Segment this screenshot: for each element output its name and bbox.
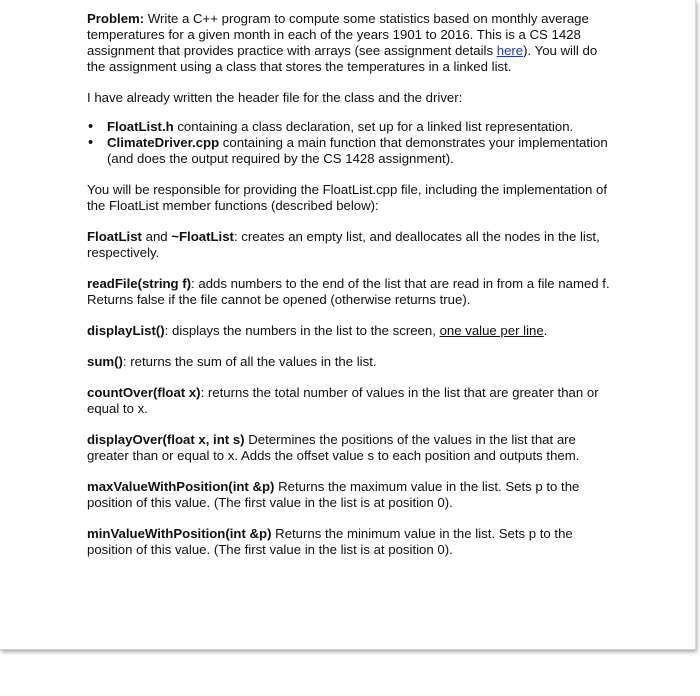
file-name: ClimateDriver.cpp [107, 135, 220, 150]
function-desc: : returns the sum of all the values in the list. [122, 354, 377, 369]
function-name: displayList() [87, 323, 165, 338]
responsibility-paragraph: You will be responsible for providing the FloatList.cpp file, including the implementation of the FloatList member functions (described below): [87, 182, 607, 213]
file-name: FloatList.h [107, 119, 174, 134]
function-sum [87, 354, 617, 370]
file-desc: containing a main function that demonstrates your implementation (and does the output required by the CS 1428 assignment). [107, 135, 608, 166]
problem-paragraph [87, 11, 617, 75]
underlined-text: one value per line [439, 323, 544, 338]
function-minvalue [87, 526, 617, 558]
document-content [87, 11, 617, 573]
function-desc: Determines the positions of the values in the list that are greater than or equal to x. Adds the offset value s to each position and outputs them. [87, 432, 580, 463]
function-name: sum() [87, 354, 123, 369]
function-displayover [87, 432, 617, 464]
function-name: FloatList [87, 229, 142, 244]
function-desc: Returns the minimum value in the list. Sets p to the position of this value. (The first value in the list is at position 0). [87, 526, 573, 557]
function-desc: : returns the total number of values in the list that are greater than or equal to x. [87, 385, 599, 416]
problem-label: Problem: [87, 11, 145, 26]
file-list [87, 119, 617, 167]
function-ctor-dtor [87, 229, 617, 261]
file-desc: containing a class declaration, set up for a linked list representation. [173, 119, 574, 134]
function-desc: : displays the numbers in the list to the screen, [164, 323, 440, 338]
problem-text-end: ). You will do the assignment using a class that stores the temperatures in a linked list. [87, 43, 598, 74]
function-desc: Returns the maximum value in the list. Sets p to the position of this value. (The first value in the list is at position 0). [87, 479, 580, 510]
function-desc-end: . [543, 323, 548, 338]
list-item [107, 119, 617, 135]
list-item [107, 135, 617, 167]
function-name: displayOver(float x, int s) [87, 432, 245, 447]
problem-text: Write a C++ program to compute some statistics based on monthly average temperatures for a given month in each of the years 1901 to 2016. This is a CS 1428 assignment that provides practice with arrays (see assignment details [87, 11, 589, 58]
function-readfile [87, 276, 617, 308]
function-desc: : adds numbers to the end of the list that are read in from a file named f. Returns false if the file cannot be opened (otherwise returns true). [87, 276, 610, 307]
function-name: maxValueWithPosition(int &p) [87, 479, 275, 494]
function-maxvalue [87, 479, 617, 511]
function-desc: : creates an empty list, and deallocates all the nodes in the list, respectively. [87, 229, 600, 260]
function-name: readFile(string f) [87, 276, 192, 291]
header-note: I have already written the header file for the class and the driver: [87, 90, 463, 105]
assignment-details-link[interactable]: here [496, 43, 524, 58]
function-joiner: and [141, 229, 172, 244]
function-displaylist [87, 323, 617, 339]
function-name: ~FloatList [171, 229, 234, 244]
function-name: minValueWithPosition(int &p) [87, 526, 272, 541]
function-name: countOver(float x) [87, 385, 201, 400]
function-countover [87, 385, 617, 417]
